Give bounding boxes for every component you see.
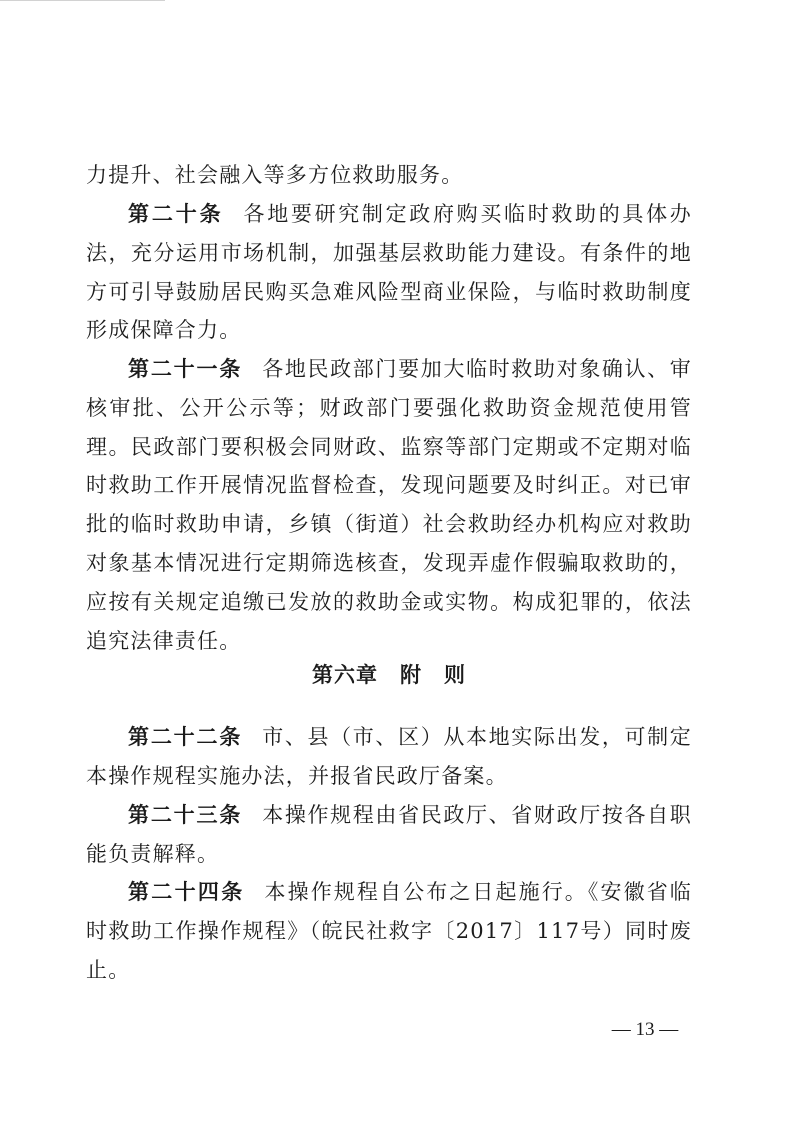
article-20 xyxy=(86,195,692,350)
article-23 xyxy=(86,796,692,874)
article-number: 第二十三条 xyxy=(128,802,243,827)
chapter-heading-text: 第六章 附 则 xyxy=(312,663,466,687)
paragraph-continuation xyxy=(86,156,692,195)
paragraph-text: 力提升、社会融入等多方位救助服务。 xyxy=(86,163,464,187)
article-text: 本操作规程自公布之日起施行。《安徽省临时救助工作操作规程》（皖民社救字〔2017〕117号）同时废止。 xyxy=(86,880,692,982)
article-text: 市、县（市、区）从本地实际出发，可制定本操作规程实施办法，并报省民政厅备案。 xyxy=(86,725,692,788)
article-22 xyxy=(86,718,692,796)
chapter-heading xyxy=(86,656,692,694)
article-text: 本操作规程由省民政厅、省财政厅按各自职能负责解释。 xyxy=(86,803,692,866)
article-number: 第二十四条 xyxy=(128,879,245,904)
article-number: 第二十一条 xyxy=(128,356,243,381)
article-text: 各地要研究制定政府购买临时救助的具体办法，充分运用市场机制，加强基层救助能力建设。有条件的地方可引导鼓励居民购买急难风险型商业保险，与临时救助制度形成保障合力。 xyxy=(86,202,692,343)
article-text: 各地民政部门要加大临时救助对象确认、审核审批、公开公示等；财政部门要强化救助资金规范使用管理。民政部门要积极会同财政、监察等部门定期或不定期对临时救助工作开展情况监督检查，发现问题要及时纠正。对已审批的临时救助申请，乡镇（街道）社会救助经办机构应对救助对象基本情况进行定期筛选核查，发现弄虚作假骗取救助的，应按有关规定追缴已发放的救助金或实物。构成犯罪的，依法追究法律责任。 xyxy=(86,357,692,653)
article-number: 第二十条 xyxy=(128,201,224,226)
page-number: — 13 — xyxy=(611,1019,679,1040)
article-21 xyxy=(86,350,692,660)
top-edge-line xyxy=(0,0,165,2)
article-24 xyxy=(86,873,692,989)
article-number: 第二十二条 xyxy=(128,724,243,749)
